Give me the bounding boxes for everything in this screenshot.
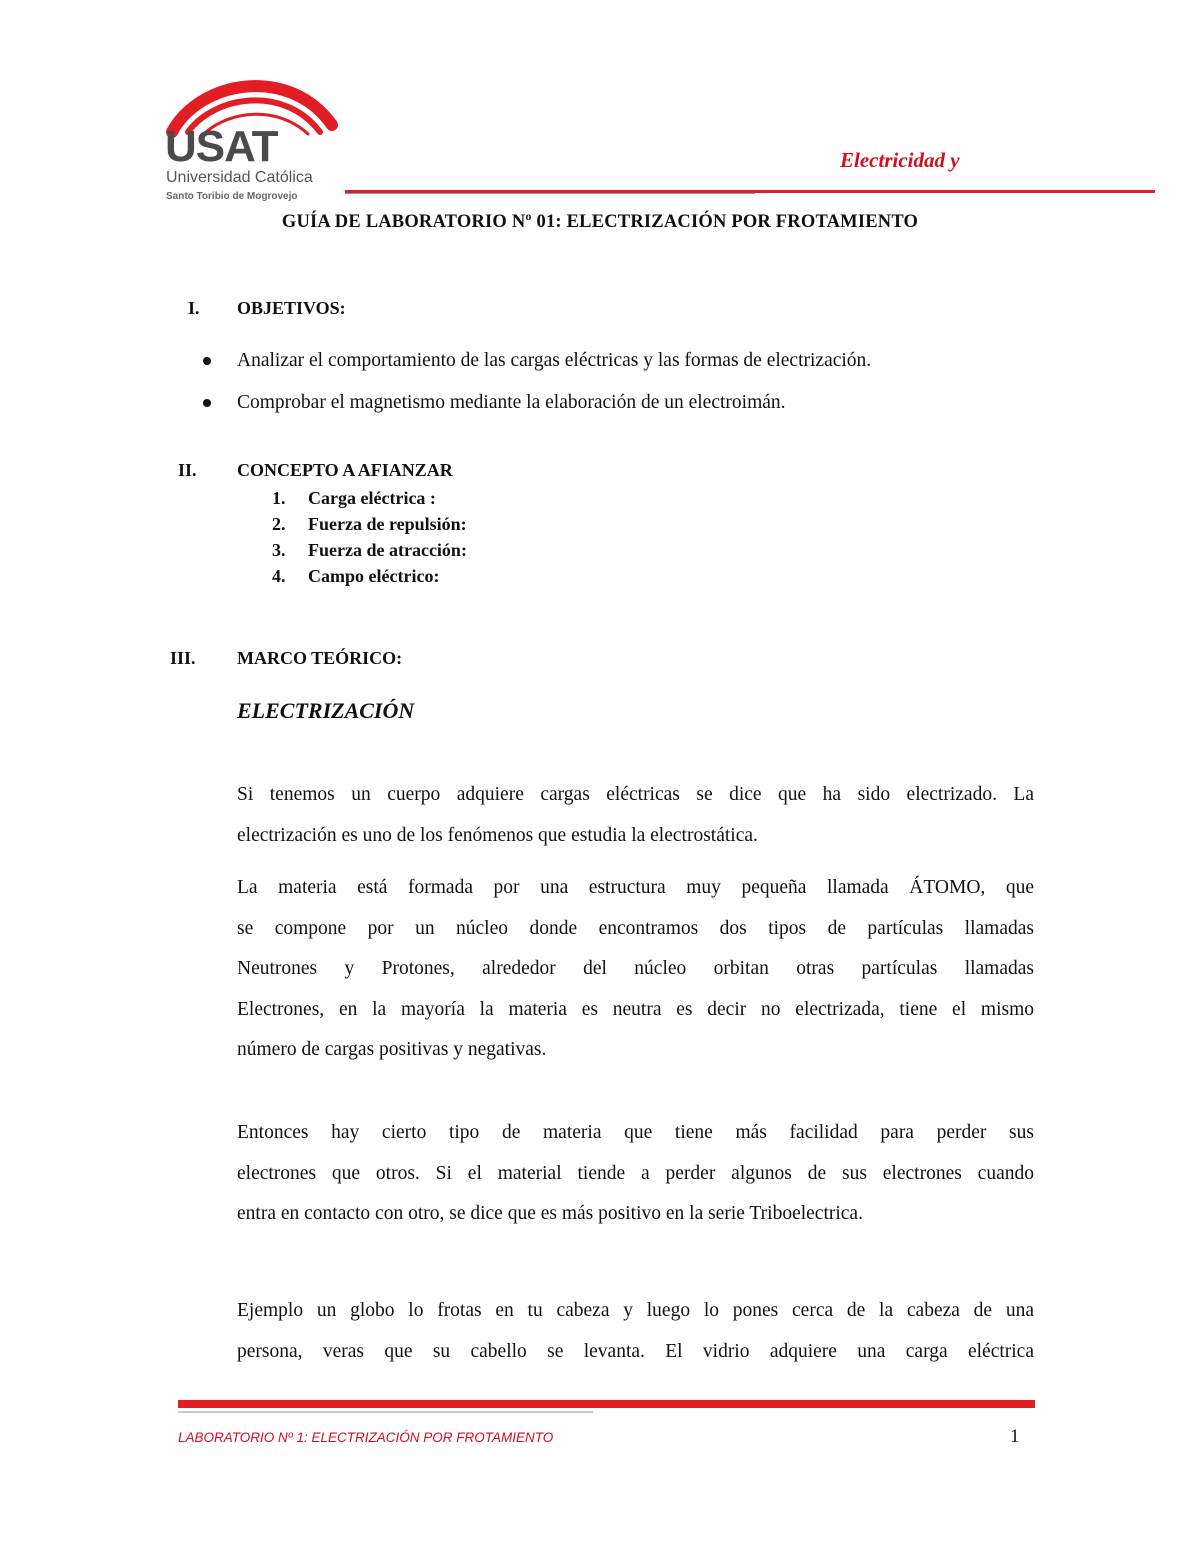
- paragraph: [237, 775, 1034, 856]
- footer-divider-shadow: [178, 1411, 593, 1413]
- section-number: I.: [188, 298, 200, 318]
- footer-divider: [178, 1400, 1035, 1408]
- page-number: 1: [1010, 1426, 1020, 1447]
- paragraph-line: Neutrones y Protones, alrededor del núcleo orbitan otras partículas llamadas: [237, 958, 1034, 979]
- bullet-icon: [203, 357, 211, 365]
- paragraph-line: electrones que otros. Si el material tiende a perder algunos de sus electrones cuando: [237, 1162, 1034, 1184]
- section-number: III.: [170, 648, 196, 668]
- paragraph-line: La materia está formada por una estructura muy pequeña llamada ÁTOMO, que: [237, 877, 1034, 898]
- paragraph-line: se compone por un núcleo donde encontramos dos tipos de partículas llamadas: [237, 917, 1034, 939]
- paragraph: [237, 1291, 1034, 1372]
- subheading-electrizacion: ELECTRIZACIÓN: [237, 698, 415, 723]
- concept-item: Carga eléctrica :: [308, 488, 436, 508]
- paragraph-line: electrización es uno de los fenómenos que estudia la electrostática.: [237, 824, 758, 846]
- paragraph-line: Electrones, en la mayoría la materia es neutra es decir no electrizada, tiene el mismo: [237, 998, 1034, 1020]
- paragraph-line: Ejemplo un globo lo frotas en tu cabeza y luego lo pones cerca de la cabeza de una: [237, 1300, 1034, 1321]
- section-number: II.: [178, 460, 197, 480]
- logo-subtitle: Santo Toribio de Mogrovejo: [166, 191, 298, 202]
- concept-item: Fuerza de atracción:: [308, 540, 467, 560]
- section-heading-concepto: CONCEPTO A AFIANZAR: [237, 460, 453, 480]
- paragraph-line: Entonces hay cierto tipo de materia que tiene más facilidad para perder sus: [237, 1122, 1034, 1143]
- paragraph: [237, 868, 1034, 1071]
- header-course-title: Electricidad y: [840, 148, 960, 172]
- logo-university: Universidad Católica: [166, 169, 313, 186]
- paragraph-line: Si tenemos un cuerpo adquiere cargas eléctricas se dice que ha sido electrizado. La: [237, 784, 1034, 805]
- footer-title: LABORATORIO Nº 1: ELECTRIZACIÓN POR FROTAMIENTO: [178, 1430, 554, 1445]
- section-heading-marco: MARCO TEÓRICO:: [237, 648, 403, 668]
- logo-name: USAT: [165, 122, 278, 171]
- list-number: 3.: [272, 540, 286, 560]
- section-heading-objetivos: OBJETIVOS:: [237, 298, 346, 318]
- paragraph-line: persona, veras que su cabello se levanta. El vidrio adquiere una carga eléctrica: [237, 1340, 1034, 1362]
- list-number: 1.: [272, 488, 286, 508]
- paragraph: [237, 1113, 1034, 1235]
- header-divider-shadow: [345, 193, 755, 194]
- paragraph-line: entra en contacto con otro, se dice que es más positivo en la serie Triboelectrica.: [237, 1203, 863, 1224]
- concept-item: Campo eléctrico:: [308, 566, 440, 586]
- objective-item: Analizar el comportamiento de las cargas eléctricas y las formas de electrización.: [237, 350, 872, 371]
- list-number: 4.: [272, 566, 286, 586]
- objective-item: Comprobar el magnetismo mediante la elaboración de un electroimán.: [237, 392, 786, 413]
- document-title: GUÍA DE LABORATORIO Nº 01: ELECTRIZACIÓN POR FROTAMIENTO: [281, 212, 919, 232]
- paragraph-line: número de cargas positivas y negativas.: [237, 1039, 547, 1060]
- bullet-icon: [203, 399, 211, 407]
- concept-item: Fuerza de repulsión:: [308, 514, 467, 534]
- list-number: 2.: [272, 514, 286, 534]
